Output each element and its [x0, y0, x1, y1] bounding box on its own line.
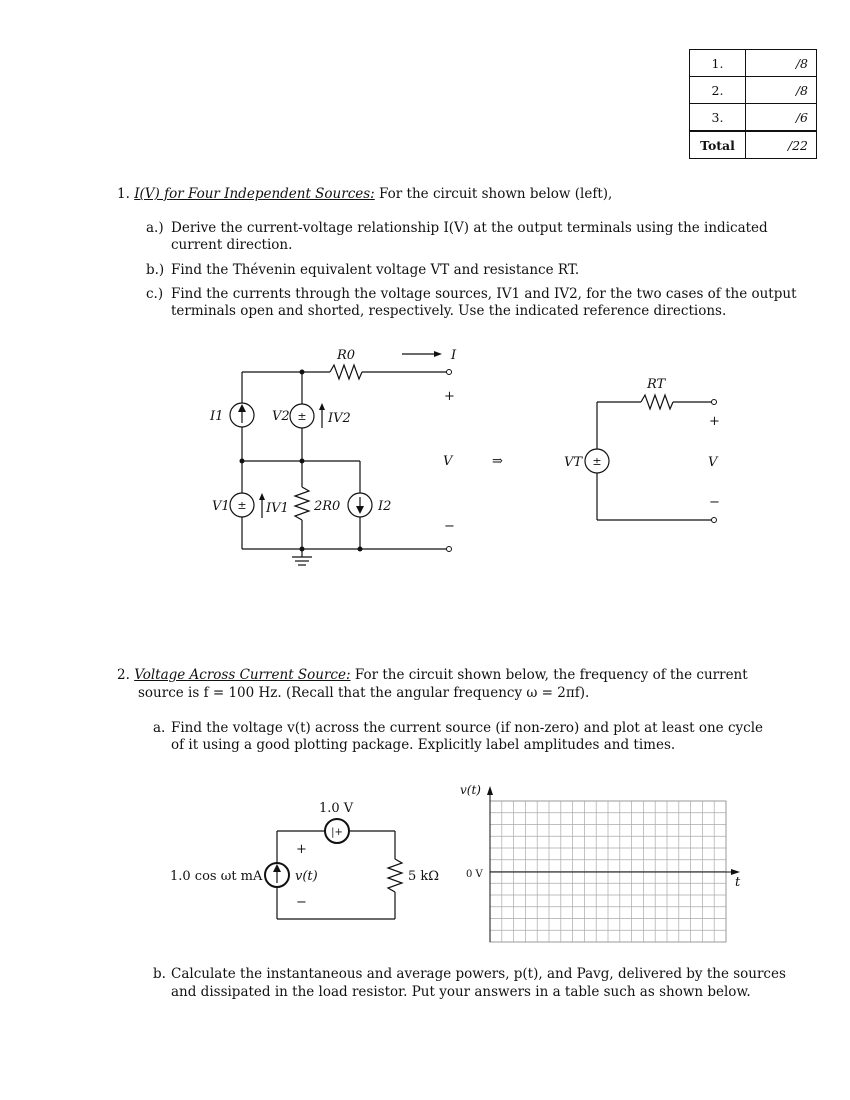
label-rt: RT	[647, 377, 666, 392]
score-num: 2.	[690, 77, 746, 104]
label-2r0: 2R0	[314, 499, 341, 514]
v2-pm-label: ±	[297, 410, 307, 423]
label-minus: −	[444, 519, 455, 534]
problem2-line2: source is f = 100 Hz. (Recall that the angular frequency ω = 2πf).	[138, 685, 590, 701]
label-iv1: IV1	[266, 501, 289, 516]
label-v-thev: V	[708, 455, 718, 470]
label-v2: V2	[272, 409, 290, 424]
label-i2: I2	[378, 499, 392, 514]
problem2-part-a-label: a.	[153, 720, 166, 736]
label-i: I	[451, 348, 457, 363]
problem1-intro: For the circuit shown below (left),	[379, 186, 613, 202]
label-5k: 5 kΩ	[408, 869, 440, 884]
score-pts: /6	[746, 104, 817, 132]
problem1-part-c-text: Find the currents through the voltage sources, IV1 and IV2, for the two cases of the output	[171, 286, 797, 302]
problem1-part-a-text: Derive the current-voltage relationship I(V) at the output terminals using the indicated	[171, 220, 768, 236]
label-minus-thev: −	[709, 495, 720, 510]
problem2-number: 2.	[117, 667, 130, 683]
label-minus-2: −	[296, 895, 307, 910]
label-1v: 1.0 V	[319, 801, 354, 816]
problem1-part-c-text-2: terminals open and shorted, respectively. Use the indicated reference directions.	[171, 303, 727, 319]
label-vt-circuit: v(t)	[295, 869, 318, 884]
problem1-part-b-text: Find the Thévenin equivalent voltage VT and resistance RT.	[171, 262, 580, 278]
svg-text:|+: |+	[331, 827, 343, 838]
plot-ylabel: v(t)	[460, 783, 481, 797]
implies-arrow: ⇒	[492, 454, 503, 469]
label-v: V	[443, 454, 453, 469]
label-vt: VT	[564, 455, 583, 470]
label-plus-2: +	[296, 842, 307, 857]
score-pts: /8	[746, 77, 817, 104]
score-num: 3.	[690, 104, 746, 132]
problem2-part-b-text: Calculate the instantaneous and average powers, p(t), and Pavg, delivered by the sources	[171, 966, 786, 982]
problem2-part-a-text: Find the voltage v(t) across the current source (if non-zero) and plot at least one cycle	[171, 720, 763, 736]
label-plus-thev: +	[709, 414, 720, 429]
problem1-number: 1.	[117, 186, 130, 202]
v1-pm-label: ±	[237, 499, 247, 512]
problem2-part-b-label: b.	[153, 966, 166, 982]
score-pts: /8	[746, 50, 817, 77]
problem1-part-c-label: c.)	[146, 286, 164, 302]
plot-zero-label: 0 V	[466, 869, 483, 880]
vt-pm-label: ±	[592, 455, 602, 468]
label-i1: I1	[210, 409, 224, 424]
problem2-line1: For the circuit shown below, the frequency of the current	[354, 667, 748, 683]
problem2-part-b-text-2: and dissipated in the load resistor. Put your answers in a table such as shown below.	[171, 984, 751, 1000]
label-r0: R0	[337, 348, 356, 363]
label-plus: +	[444, 389, 455, 404]
problem2-part-a-text-2: of it using a good plotting package. Explicitly label amplitudes and times.	[171, 737, 676, 753]
problem1-title: I(V) for Four Independent Sources:	[134, 186, 375, 202]
label-current-source: 1.0 cos ωt mA	[170, 869, 263, 884]
label-v1: V1	[212, 499, 230, 514]
plot-xlabel: t	[735, 875, 741, 890]
problem1-part-b-label: b.)	[146, 262, 165, 278]
label-iv2: IV2	[328, 411, 351, 426]
problem1-part-a-text-2: current direction.	[171, 237, 293, 253]
score-num: Total	[690, 131, 746, 159]
problem1-part-a-label: a.)	[146, 220, 164, 236]
score-num: 1.	[690, 50, 746, 77]
problem2-title: Voltage Across Current Source:	[134, 667, 351, 683]
score-pts: /22	[746, 131, 817, 159]
